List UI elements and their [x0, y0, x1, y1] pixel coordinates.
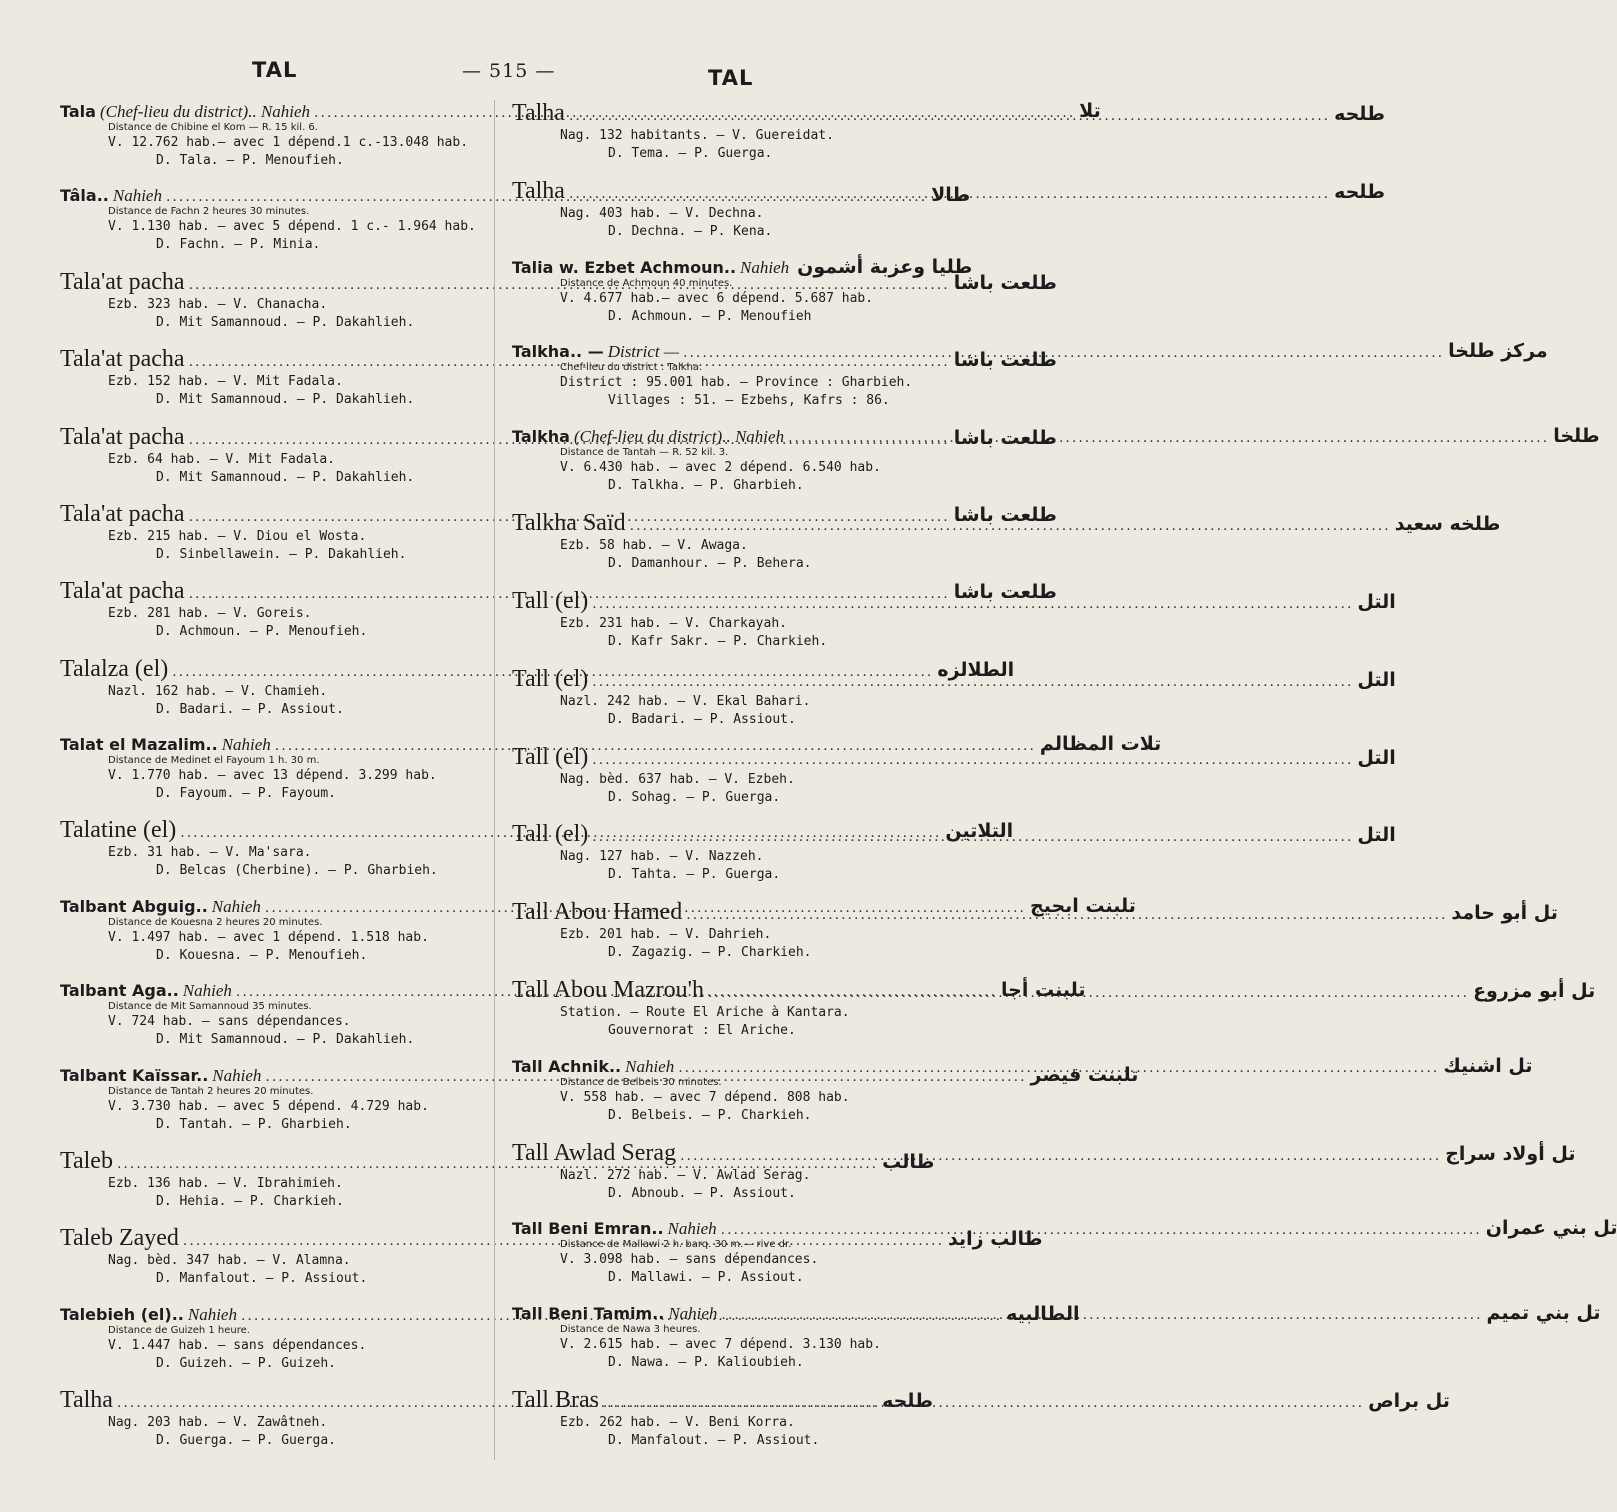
entry-name: Tall (el): [512, 821, 589, 848]
arabic-name: طلعت باشا: [953, 271, 1057, 294]
entry-detail-line: D. Manfalout. — P. Assiout.: [156, 1271, 368, 1287]
entry-distance: Distance de Tantah 2 heures 20 minutes.: [108, 1085, 314, 1097]
dot-leader: [569, 186, 1330, 202]
arabic-name: طلخه سعيد: [1394, 513, 1501, 536]
arabic-name: تل أبو مزروع: [1473, 979, 1596, 1002]
arabic-name: طالا: [931, 184, 971, 207]
entry-name: Talatine (el): [60, 817, 177, 844]
entry-type: Nahieh: [668, 1304, 718, 1324]
arabic-name: تل بني عمران: [1485, 1217, 1617, 1240]
entry-detail-line: Ezb. 262 hab. — V. Beni Korra.: [560, 1415, 795, 1430]
entry-detail-line: Ezb. 281 hab. — V. Goreis.: [108, 606, 312, 622]
entry-detail-line: V. 3.730 hab. — avec 5 dépend. 4.729 hab.: [108, 1098, 429, 1114]
entry-distance: Distance de Achmoun 40 minutes.: [560, 277, 733, 289]
entry-detail-line: Nag. 127 hab. — V. Nazzeh.: [560, 849, 764, 865]
entry-heading: [512, 1139, 1576, 1167]
entry-name: Talkha: [512, 427, 570, 447]
entry-detail-line: Nag. bèd. 347 hab. — V. Alamna.: [108, 1253, 351, 1269]
entry-name: Tala: [60, 102, 96, 121]
entry-name: Talbant Kaïssar..: [60, 1065, 209, 1085]
entry-heading: [512, 255, 973, 278]
arabic-name: طليا وعزبة أشمون: [797, 255, 973, 278]
entry-distance: Chef-lieu du district : Talkha.: [560, 362, 703, 374]
entry-detail-line: Nazl. 272 hab. — V. Awlad Serag.: [560, 1167, 811, 1183]
entry-type: Nahieh: [187, 1304, 237, 1324]
entry-name: Tall Bras: [512, 1387, 599, 1413]
dot-leader: [721, 1307, 1482, 1323]
entry-detail-line: D. Sohag. — P. Guerga.: [608, 789, 781, 805]
arabic-name: تل بني تميم: [1486, 1302, 1601, 1325]
entry-name: Taleb Zayed: [60, 1225, 179, 1252]
entry-name: Tall Awlad Serag: [512, 1139, 677, 1166]
entry-name: Tâla..: [60, 186, 109, 206]
arabic-name: الطالبيه: [1006, 1302, 1080, 1325]
entry-distance: Distance de Tantah — R. 52 kil. 3.: [560, 447, 729, 459]
entry-name: Tall Achnik..: [512, 1056, 622, 1076]
entry-name: Talalza (el): [60, 655, 169, 682]
entry-detail-line: Ezb. 323 hab. — V. Chanacha.: [108, 296, 328, 312]
entry-detail-line: D. Guerga. — P. Guerga.: [156, 1433, 337, 1448]
entry-name: Tall Beni Tamim..: [512, 1304, 665, 1324]
entry-name: Talkha Saïd: [512, 510, 626, 537]
arabic-name: طلحه: [882, 1390, 933, 1412]
entry-detail-line: D. Belbeis. — P. Charkieh.: [608, 1107, 812, 1123]
entry-type: Nahieh: [112, 186, 162, 206]
dot-leader: [569, 108, 1330, 124]
arabic-name: التل: [1357, 824, 1396, 847]
entry-detail-line: D. Achmoun. — P. Menoufieh: [608, 308, 812, 324]
gazetteer-entry: [512, 255, 973, 326]
entry-detail-line: D. Mit Samannoud. — P. Dakahlieh.: [156, 469, 415, 485]
arabic-name: تلبنت ابجيج: [1030, 894, 1136, 917]
arabic-name: تل أولاد سراج: [1445, 1142, 1576, 1165]
arabic-name: التل: [1357, 590, 1396, 613]
column-divider: [494, 100, 495, 1460]
entry-detail-line: V. 6.430 hab. — avec 2 dépend. 6.540 hab.: [560, 460, 881, 476]
entry-detail-line: V. 1.447 hab. — sans dépendances.: [108, 1337, 367, 1353]
entry-name: Talia w. Ezbet Achmoun..: [512, 257, 737, 277]
entry-detail-line: D. Abnoub. — P. Assiout.: [608, 1185, 796, 1201]
entry-type: Nahieh: [212, 1065, 262, 1085]
arabic-name: تل اشنيك: [1443, 1054, 1533, 1077]
entry-detail-line: Gouvernorat : El Ariche.: [608, 1022, 796, 1038]
arabic-name: تلا: [1079, 100, 1101, 122]
entry-detail-line: V. 558 hab. — avec 7 dépend. 808 hab.: [560, 1089, 850, 1105]
entry-detail-line: D. Mit Samannoud. — P. Dakahlieh.: [156, 392, 415, 408]
entry-detail-line: Ezb. 215 hab. — V. Diou el Wosta.: [108, 528, 367, 544]
entry-detail-line: D. Kafr Sakr. — P. Charkieh.: [608, 633, 828, 649]
entry-type: (Chef-lieu du district).. Nahieh: [99, 102, 311, 121]
entry-detail-line: D. Fachn. — P. Minia.: [156, 237, 321, 253]
entry-detail-line: D. Tema. — P. Guerga.: [608, 146, 773, 161]
entry-detail-line: Ezb. 31 hab. — V. Ma'sara.: [108, 845, 312, 861]
entry-detail-line: V. 2.615 hab. — avec 7 dépend. 3.130 hab.: [560, 1337, 881, 1353]
arabic-name: طلحه: [1334, 103, 1385, 125]
arabic-name: طلحه: [1334, 180, 1385, 203]
entry-detail-line: Ezb. 231 hab. — V. Charkayah.: [560, 615, 787, 631]
entry-distance: Distance de Guizeh 1 heure.: [108, 1324, 250, 1336]
dot-leader: [788, 430, 1549, 446]
arabic-name: تل أبو حامد: [1451, 902, 1558, 925]
entry-name: Talha: [512, 177, 565, 204]
entry-name: Tall Beni Emran..: [512, 1219, 664, 1239]
dot-leader: [592, 596, 1353, 612]
dot-leader: [683, 345, 1444, 361]
entry-detail-line: D. Sinbellawein. — P. Dakahlieh.: [156, 546, 407, 562]
entry-detail-line: Nag. 403 hab. — V. Dechna.: [560, 205, 764, 221]
entry-name: Tall Abou Mazrou'h: [512, 976, 704, 1003]
entry-distance: Distance de Belbeis 30 minutes.: [560, 1076, 722, 1088]
entry-detail-line: V. 724 hab. — sans dépendances.: [108, 1014, 351, 1030]
running-head-left: TAL: [252, 58, 298, 82]
entry-name: Talkha.. —: [512, 342, 604, 362]
entry-name: Talha: [512, 100, 565, 126]
entry-name: Tala'at pacha: [60, 346, 185, 373]
entry-detail-line: D. Tantah. — P. Gharbieh.: [156, 1116, 352, 1132]
arabic-name: تلات المظالم: [1039, 733, 1162, 755]
running-head-right: TAL: [708, 66, 754, 90]
dot-leader: [708, 985, 1469, 1001]
arabic-name: تلبنت أجا: [1001, 979, 1086, 1002]
dot-leader: [592, 829, 1353, 845]
entry-type: Nahieh: [211, 896, 261, 916]
entry-distance: Distance de Mit Samannoud 35 minutes.: [108, 1001, 312, 1013]
entry-detail-line: V. 12.762 hab.— avec 1 dépend.1 c.-13.048 hab.: [108, 135, 469, 150]
entry-detail-line: D. Mallawi. — P. Assiout.: [608, 1270, 804, 1286]
entry-detail-line: Nazl. 162 hab. — V. Chamieh.: [108, 683, 328, 699]
entry-name: Tall (el): [512, 743, 589, 770]
entry-type: Nahieh: [667, 1219, 717, 1239]
entry-type: District —: [607, 342, 679, 362]
arabic-name: الطلالزه: [937, 658, 1015, 681]
page-number: — 515 —: [462, 60, 556, 82]
entry-distance: Distance de Medinet el Fayoum 1 h. 30 m.: [108, 755, 320, 766]
entry-detail-line: D. Tala. — P. Menoufieh.: [156, 153, 344, 168]
entry-name: Talbant Abguig..: [60, 896, 208, 916]
entry-type: Nahieh: [182, 981, 232, 1001]
entry-detail-line: D. Manfalout. — P. Assiout.: [608, 1433, 820, 1448]
entry-name: Talbant Aga..: [60, 981, 179, 1001]
gazetteer-entry: [512, 1139, 1576, 1203]
entry-detail-line: V. 4.677 hab.— avec 6 dépend. 5.687 hab.: [560, 290, 874, 306]
entry-distance: Distance de Chibine el Kom — R. 15 kil. 6.: [108, 122, 318, 133]
entry-detail-line: V. 1.130 hab. — avec 5 dépend. 1 c.- 1.964 hab.: [108, 219, 476, 235]
entry-detail-line: D. Fayoum. — P. Fayoum.: [156, 786, 337, 801]
entry-name: Tala'at pacha: [60, 500, 185, 527]
entry-detail-line: D. Achmoun. — P. Menoufieh.: [156, 624, 368, 640]
dot-leader: [592, 752, 1353, 768]
entry-detail-line: D. Badari. — P. Assiout.: [156, 701, 344, 717]
entry-detail-line: Ezb. 201 hab. — V. Dahrieh.: [560, 927, 772, 943]
entry-name: Tala'at pacha: [60, 268, 185, 295]
entry-distance: Distance de Nawa 3 heures.: [560, 1324, 701, 1336]
entry-detail-line: Ezb. 136 hab. — V. Ibrahimieh.: [108, 1175, 343, 1191]
entry-name: Tall Abou Hamed: [512, 899, 683, 926]
entry-name: Taleb: [60, 1147, 113, 1174]
entry-heading: [512, 1387, 1450, 1414]
arabic-name: مركز طلخا: [1448, 340, 1548, 363]
arabic-name: طالب زايد: [948, 1228, 1043, 1251]
entry-detail-line: D. Mit Samannoud. — P. Dakahlieh.: [156, 1032, 415, 1048]
entry-detail-line: D. Kouesna. — P. Menoufieh.: [156, 947, 368, 963]
arabic-name: طالب: [882, 1150, 935, 1173]
entry-heading: [60, 733, 1162, 755]
entry-detail-line: D. Nawa. — P. Kalioubieh.: [608, 1355, 804, 1371]
arabic-name: التلاتين: [945, 820, 1014, 843]
entry-name: Talat el Mazalim..: [60, 735, 218, 754]
entry-detail-line: D. Guizeh. — P. Guizeh.: [156, 1355, 337, 1371]
dot-leader: [721, 1222, 1482, 1238]
dot-leader: [592, 674, 1353, 690]
arabic-name: طلعت باشا: [953, 503, 1057, 526]
entry-detail-line: Nag. 132 habitants. — V. Guereidat.: [560, 128, 834, 143]
entry-detail-line: Ezb. 152 hab. — V. Mit Fadala.: [108, 374, 343, 390]
entry-distance: Distance de Fachn 2 heures 30 minutes.: [108, 206, 310, 218]
arabic-name: طلعت باشا: [953, 349, 1057, 372]
entry-name: Talha: [60, 1387, 113, 1413]
entry-detail-line: V. 3.098 hab. — sans dépendances.: [560, 1252, 819, 1268]
entry-detail-line: D. Talkha. — P. Gharbieh.: [608, 478, 804, 494]
entry-name: Tala'at pacha: [60, 578, 185, 605]
entry-detail-line: D. Belcas (Cherbine). — P. Gharbieh.: [156, 863, 438, 879]
dot-leader: [603, 1395, 1364, 1411]
entry-detail-line: D. Hehia. — P. Charkieh.: [156, 1193, 344, 1209]
entry-detail-line: Nag. bèd. 637 hab. — V. Ezbeh.: [560, 771, 795, 787]
entry-detail-line: Nazl. 242 hab. — V. Ekal Bahari.: [560, 693, 811, 709]
arabic-name: طلعت باشا: [953, 581, 1057, 604]
entry-detail-line: Villages : 51. — Ezbehs, Kafrs : 86.: [608, 393, 890, 409]
arabic-name: تل براص: [1368, 1390, 1450, 1412]
dot-leader: [678, 1060, 1439, 1076]
entry-detail-line: D. Damanhour. — P. Behera.: [608, 556, 812, 572]
entry-type: (Chef-lieu du district).. Nahieh: [573, 427, 785, 447]
entry-detail-line: Nag. 203 hab. — V. Zawâtneh.: [108, 1415, 328, 1430]
entry-detail-line: V. 1.770 hab. — avec 13 dépend. 3.299 hab.: [108, 768, 437, 783]
arabic-name: تلبنت قيصر: [1030, 1063, 1139, 1086]
entry-detail-line: D. Badari. — P. Assiout.: [608, 711, 796, 727]
entry-type: Nahieh: [740, 257, 790, 277]
entry-detail-line: Station. — Route El Ariche à Kantara.: [560, 1004, 850, 1020]
entry-name: Tala'at pacha: [60, 423, 185, 450]
entry-distance: Distance de Kouesna 2 heures 20 minutes.: [108, 916, 323, 928]
entry-detail-line: Ezb. 58 hab. — V. Awaga.: [560, 538, 748, 554]
dot-leader: [686, 907, 1447, 923]
arabic-name: طلخا: [1553, 425, 1600, 448]
entry-name: Tall (el): [512, 665, 589, 692]
gazetteer-entry: [512, 1387, 1450, 1450]
entry-detail-line: V. 1.497 hab. — avec 1 dépend. 1.518 hab.: [108, 929, 429, 945]
entry-name: Tall (el): [512, 587, 589, 614]
entry-detail-line: District : 95.001 hab. — Province : Gharbieh.: [560, 375, 913, 391]
entry-name: Talebieh (el)..: [60, 1304, 184, 1324]
entry-detail-line: D. Dechna. — P. Kena.: [608, 223, 773, 239]
entry-detail-line: D. Zagazig. — P. Charkieh.: [608, 945, 812, 961]
arabic-name: التل: [1357, 668, 1396, 691]
entry-detail-line: D. Tahta. — P. Guerga.: [608, 867, 781, 883]
arabic-name: طلعت باشا: [953, 426, 1057, 449]
entry-detail-line: D. Mit Samannoud. — P. Dakahlieh.: [156, 314, 415, 330]
dot-leader: [630, 518, 1391, 534]
dot-leader: [680, 1148, 1441, 1164]
entry-detail-line: Ezb. 64 hab. — V. Mit Fadala.: [108, 451, 335, 467]
entry-type: Nahieh: [221, 735, 271, 754]
arabic-name: التل: [1357, 746, 1396, 769]
entry-distance: Distance de Mallawi 2 h. barq. 30 m.— rive dr.: [560, 1239, 792, 1251]
entry-type: Nahieh: [625, 1056, 675, 1076]
